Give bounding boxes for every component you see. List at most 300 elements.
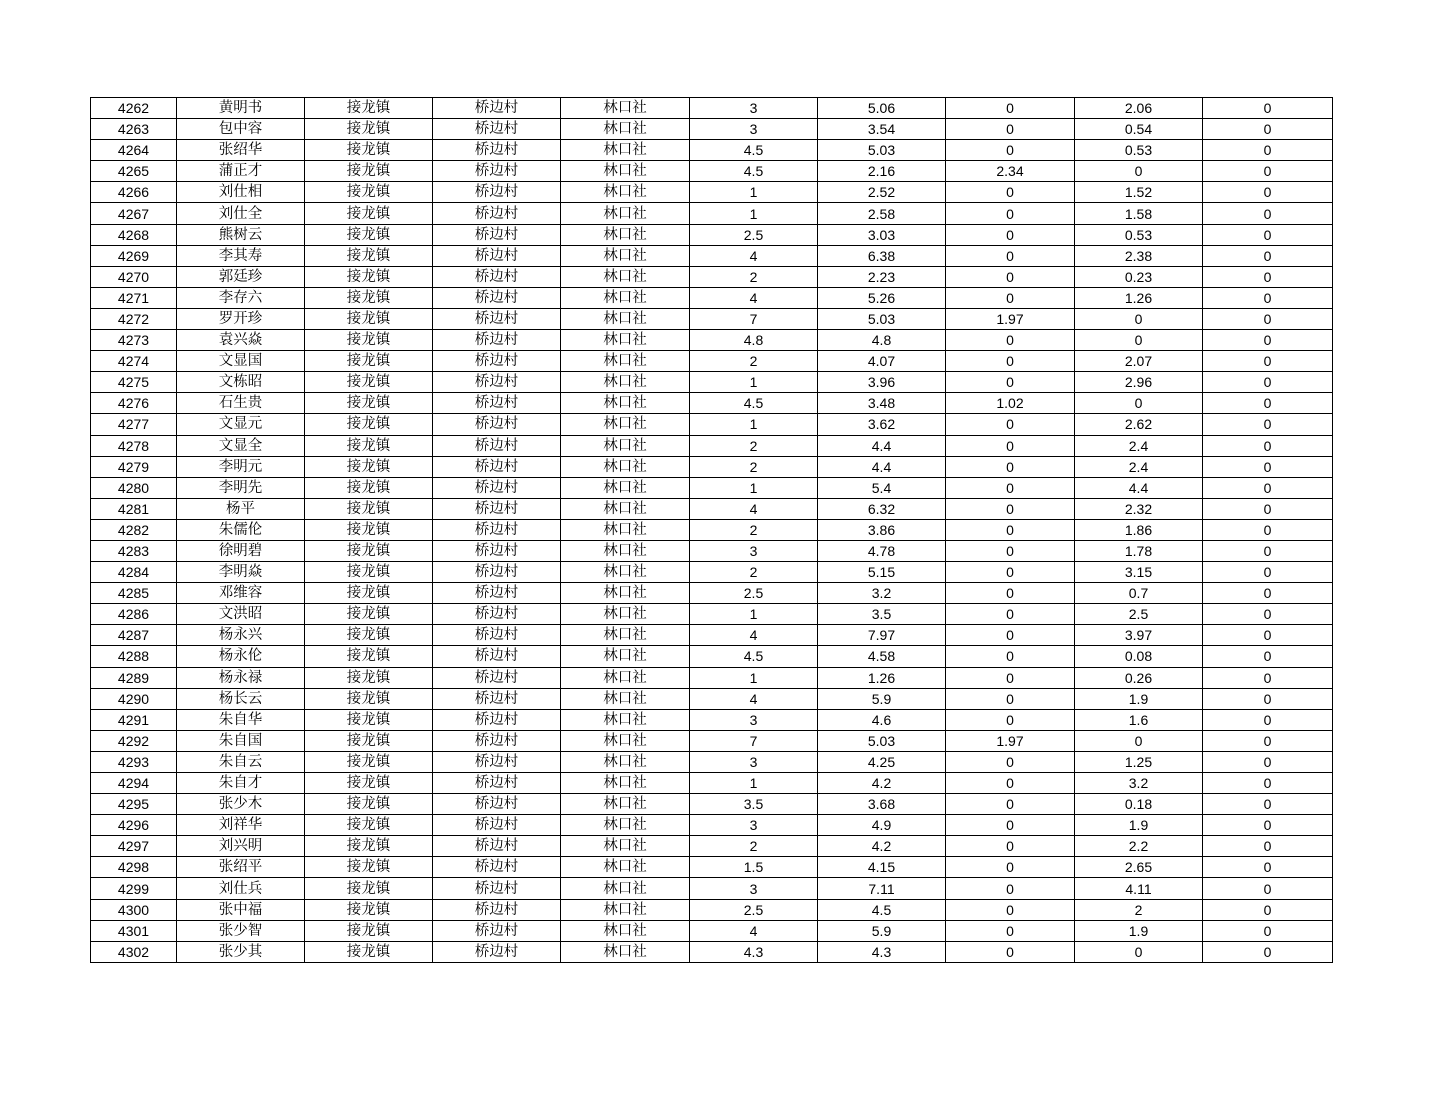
value-col-8-cell: 0 — [946, 456, 1075, 477]
name-cell: 杨永伦 — [177, 646, 305, 667]
town-cell: 接龙镇 — [305, 773, 433, 794]
name-cell: 杨永兴 — [177, 625, 305, 646]
value-col-8-cell: 0 — [946, 119, 1075, 140]
value-col-10-cell: 0 — [1203, 899, 1333, 920]
table-row — [91, 583, 1333, 604]
value-col-7-cell: 3.03 — [818, 224, 946, 245]
table-row — [91, 519, 1333, 540]
village-cell: 桥边村 — [433, 498, 561, 519]
value-col-10-cell: 0 — [1203, 920, 1333, 941]
group-cell: 林口社 — [561, 604, 690, 625]
value-col-9-cell: 0.53 — [1075, 224, 1203, 245]
value-col-9-cell: 2.38 — [1075, 245, 1203, 266]
table-row — [91, 815, 1333, 836]
village-cell: 桥边村 — [433, 794, 561, 815]
value-col-8-cell: 0 — [946, 98, 1075, 119]
town-cell: 接龙镇 — [305, 161, 433, 182]
table-row — [91, 140, 1333, 161]
table-row — [91, 688, 1333, 709]
town-cell: 接龙镇 — [305, 182, 433, 203]
row-number-cell: 4302 — [91, 941, 177, 962]
village-cell: 桥边村 — [433, 815, 561, 836]
name-cell: 刘祥华 — [177, 815, 305, 836]
group-cell: 林口社 — [561, 920, 690, 941]
value-col-10-cell: 0 — [1203, 182, 1333, 203]
value-col-6-cell: 4.5 — [690, 161, 818, 182]
value-col-7-cell: 7.97 — [818, 625, 946, 646]
value-col-9-cell: 2.65 — [1075, 857, 1203, 878]
group-cell: 林口社 — [561, 815, 690, 836]
town-cell: 接龙镇 — [305, 330, 433, 351]
value-col-7-cell: 2.58 — [818, 203, 946, 224]
value-col-6-cell: 2 — [690, 266, 818, 287]
value-col-9-cell: 1.78 — [1075, 540, 1203, 561]
name-cell: 张绍华 — [177, 140, 305, 161]
town-cell: 接龙镇 — [305, 709, 433, 730]
town-cell: 接龙镇 — [305, 815, 433, 836]
value-col-9-cell: 0.26 — [1075, 667, 1203, 688]
value-col-9-cell: 3.2 — [1075, 773, 1203, 794]
table-row — [91, 224, 1333, 245]
value-col-7-cell: 5.15 — [818, 562, 946, 583]
value-col-7-cell: 5.9 — [818, 920, 946, 941]
row-number-cell: 4270 — [91, 266, 177, 287]
name-cell: 李明先 — [177, 477, 305, 498]
name-cell: 文栋昭 — [177, 372, 305, 393]
value-col-9-cell: 2.5 — [1075, 604, 1203, 625]
name-cell: 熊树云 — [177, 224, 305, 245]
value-col-7-cell: 6.32 — [818, 498, 946, 519]
value-col-7-cell: 4.3 — [818, 941, 946, 962]
table-row — [91, 498, 1333, 519]
value-col-7-cell: 2.23 — [818, 266, 946, 287]
value-col-10-cell: 0 — [1203, 224, 1333, 245]
value-col-9-cell: 0 — [1075, 161, 1203, 182]
village-cell: 桥边村 — [433, 646, 561, 667]
value-col-10-cell: 0 — [1203, 625, 1333, 646]
value-col-8-cell: 0 — [946, 330, 1075, 351]
name-cell: 朱自华 — [177, 709, 305, 730]
value-col-6-cell: 4.3 — [690, 941, 818, 962]
value-col-8-cell: 1.97 — [946, 730, 1075, 751]
value-col-6-cell: 4 — [690, 245, 818, 266]
row-number-cell: 4283 — [91, 540, 177, 561]
name-cell: 朱自云 — [177, 751, 305, 772]
value-col-10-cell: 0 — [1203, 351, 1333, 372]
town-cell: 接龙镇 — [305, 266, 433, 287]
value-col-10-cell: 0 — [1203, 540, 1333, 561]
value-col-9-cell: 0 — [1075, 308, 1203, 329]
value-col-7-cell: 4.4 — [818, 456, 946, 477]
value-col-7-cell: 3.2 — [818, 583, 946, 604]
value-col-6-cell: 2 — [690, 519, 818, 540]
name-cell: 杨长云 — [177, 688, 305, 709]
town-cell: 接龙镇 — [305, 203, 433, 224]
value-col-9-cell: 2.2 — [1075, 836, 1203, 857]
value-col-8-cell: 0 — [946, 899, 1075, 920]
town-cell: 接龙镇 — [305, 498, 433, 519]
value-col-9-cell: 2.4 — [1075, 435, 1203, 456]
table-row — [91, 351, 1333, 372]
row-number-cell: 4277 — [91, 414, 177, 435]
value-col-6-cell: 2.5 — [690, 899, 818, 920]
row-number-cell: 4269 — [91, 245, 177, 266]
value-col-8-cell: 0 — [946, 351, 1075, 372]
value-col-7-cell: 1.26 — [818, 667, 946, 688]
value-col-9-cell: 2.4 — [1075, 456, 1203, 477]
group-cell: 林口社 — [561, 878, 690, 899]
value-col-8-cell: 0 — [946, 435, 1075, 456]
group-cell: 林口社 — [561, 730, 690, 751]
row-number-cell: 4292 — [91, 730, 177, 751]
town-cell: 接龙镇 — [305, 751, 433, 772]
village-cell: 桥边村 — [433, 203, 561, 224]
value-col-8-cell: 0 — [946, 646, 1075, 667]
village-cell: 桥边村 — [433, 857, 561, 878]
value-col-8-cell: 0 — [946, 540, 1075, 561]
row-number-cell: 4291 — [91, 709, 177, 730]
table-row — [91, 646, 1333, 667]
value-col-9-cell: 1.52 — [1075, 182, 1203, 203]
name-cell: 张少智 — [177, 920, 305, 941]
value-col-6-cell: 4.5 — [690, 646, 818, 667]
value-col-9-cell: 0.7 — [1075, 583, 1203, 604]
value-col-9-cell: 1.9 — [1075, 688, 1203, 709]
town-cell: 接龙镇 — [305, 245, 433, 266]
value-col-8-cell: 0 — [946, 182, 1075, 203]
table-row — [91, 372, 1333, 393]
table-row — [91, 245, 1333, 266]
group-cell: 林口社 — [561, 287, 690, 308]
table-row — [91, 920, 1333, 941]
name-cell: 包中容 — [177, 119, 305, 140]
data-table — [90, 97, 1333, 963]
row-number-cell: 4289 — [91, 667, 177, 688]
group-cell: 林口社 — [561, 372, 690, 393]
group-cell: 林口社 — [561, 794, 690, 815]
village-cell: 桥边村 — [433, 287, 561, 308]
value-col-6-cell: 1 — [690, 414, 818, 435]
value-col-10-cell: 0 — [1203, 287, 1333, 308]
value-col-7-cell: 4.2 — [818, 773, 946, 794]
value-col-9-cell: 1.9 — [1075, 920, 1203, 941]
value-col-10-cell: 0 — [1203, 308, 1333, 329]
value-col-9-cell: 0.23 — [1075, 266, 1203, 287]
value-col-10-cell: 0 — [1203, 519, 1333, 540]
table-body — [91, 98, 1333, 963]
table-row — [91, 98, 1333, 119]
town-cell: 接龙镇 — [305, 414, 433, 435]
value-col-8-cell: 0 — [946, 224, 1075, 245]
value-col-10-cell: 0 — [1203, 709, 1333, 730]
value-col-8-cell: 0 — [946, 625, 1075, 646]
value-col-7-cell: 3.62 — [818, 414, 946, 435]
value-col-6-cell: 4 — [690, 625, 818, 646]
table-row — [91, 625, 1333, 646]
row-number-cell: 4298 — [91, 857, 177, 878]
value-col-9-cell: 2.06 — [1075, 98, 1203, 119]
group-cell: 林口社 — [561, 414, 690, 435]
value-col-10-cell: 0 — [1203, 435, 1333, 456]
name-cell: 徐明碧 — [177, 540, 305, 561]
group-cell: 林口社 — [561, 667, 690, 688]
value-col-10-cell: 0 — [1203, 562, 1333, 583]
group-cell: 林口社 — [561, 519, 690, 540]
row-number-cell: 4273 — [91, 330, 177, 351]
value-col-7-cell: 5.9 — [818, 688, 946, 709]
value-col-7-cell: 5.4 — [818, 477, 946, 498]
value-col-6-cell: 7 — [690, 308, 818, 329]
value-col-6-cell: 3 — [690, 119, 818, 140]
value-col-8-cell: 0 — [946, 688, 1075, 709]
value-col-7-cell: 2.52 — [818, 182, 946, 203]
value-col-9-cell: 2.32 — [1075, 498, 1203, 519]
value-col-8-cell: 0 — [946, 709, 1075, 730]
value-col-9-cell: 0 — [1075, 941, 1203, 962]
value-col-9-cell: 2.07 — [1075, 351, 1203, 372]
table-row — [91, 266, 1333, 287]
group-cell: 林口社 — [561, 161, 690, 182]
town-cell: 接龙镇 — [305, 435, 433, 456]
value-col-7-cell: 5.03 — [818, 140, 946, 161]
value-col-8-cell: 0 — [946, 477, 1075, 498]
value-col-10-cell: 0 — [1203, 245, 1333, 266]
table-row — [91, 182, 1333, 203]
value-col-10-cell: 0 — [1203, 667, 1333, 688]
village-cell: 桥边村 — [433, 562, 561, 583]
value-col-10-cell: 0 — [1203, 119, 1333, 140]
row-number-cell: 4281 — [91, 498, 177, 519]
value-col-9-cell: 2.62 — [1075, 414, 1203, 435]
village-cell: 桥边村 — [433, 98, 561, 119]
value-col-9-cell: 3.97 — [1075, 625, 1203, 646]
value-col-8-cell: 0 — [946, 583, 1075, 604]
group-cell: 林口社 — [561, 646, 690, 667]
row-number-cell: 4265 — [91, 161, 177, 182]
value-col-7-cell: 4.9 — [818, 815, 946, 836]
name-cell: 蒲正才 — [177, 161, 305, 182]
village-cell: 桥边村 — [433, 161, 561, 182]
group-cell: 林口社 — [561, 140, 690, 161]
value-col-9-cell: 0 — [1075, 730, 1203, 751]
row-number-cell: 4287 — [91, 625, 177, 646]
village-cell: 桥边村 — [433, 414, 561, 435]
value-col-6-cell: 2 — [690, 435, 818, 456]
village-cell: 桥边村 — [433, 308, 561, 329]
row-number-cell: 4264 — [91, 140, 177, 161]
village-cell: 桥边村 — [433, 519, 561, 540]
value-col-6-cell: 2.5 — [690, 224, 818, 245]
value-col-6-cell: 3.5 — [690, 794, 818, 815]
village-cell: 桥边村 — [433, 140, 561, 161]
town-cell: 接龙镇 — [305, 519, 433, 540]
value-col-7-cell: 3.48 — [818, 393, 946, 414]
row-number-cell: 4280 — [91, 477, 177, 498]
value-col-10-cell: 0 — [1203, 815, 1333, 836]
name-cell: 文显元 — [177, 414, 305, 435]
row-number-cell: 4300 — [91, 899, 177, 920]
name-cell: 刘仕全 — [177, 203, 305, 224]
value-col-6-cell: 3 — [690, 709, 818, 730]
row-number-cell: 4290 — [91, 688, 177, 709]
table-row — [91, 857, 1333, 878]
town-cell: 接龙镇 — [305, 646, 433, 667]
town-cell: 接龙镇 — [305, 98, 433, 119]
group-cell: 林口社 — [561, 899, 690, 920]
value-col-8-cell: 0 — [946, 562, 1075, 583]
village-cell: 桥边村 — [433, 836, 561, 857]
value-col-8-cell: 0 — [946, 941, 1075, 962]
group-cell: 林口社 — [561, 393, 690, 414]
name-cell: 朱自国 — [177, 730, 305, 751]
value-col-8-cell: 0 — [946, 287, 1075, 308]
value-col-6-cell: 4.5 — [690, 140, 818, 161]
row-number-cell: 4268 — [91, 224, 177, 245]
name-cell: 文洪昭 — [177, 604, 305, 625]
value-col-10-cell: 0 — [1203, 773, 1333, 794]
value-col-7-cell: 4.78 — [818, 540, 946, 561]
group-cell: 林口社 — [561, 583, 690, 604]
value-col-8-cell: 0 — [946, 372, 1075, 393]
name-cell: 朱自才 — [177, 773, 305, 794]
group-cell: 林口社 — [561, 119, 690, 140]
value-col-7-cell: 4.58 — [818, 646, 946, 667]
town-cell: 接龙镇 — [305, 899, 433, 920]
value-col-8-cell: 0 — [946, 604, 1075, 625]
town-cell: 接龙镇 — [305, 562, 433, 583]
value-col-7-cell: 5.03 — [818, 308, 946, 329]
value-col-6-cell: 1 — [690, 372, 818, 393]
value-col-8-cell: 0 — [946, 794, 1075, 815]
value-col-10-cell: 0 — [1203, 878, 1333, 899]
value-col-7-cell: 5.03 — [818, 730, 946, 751]
value-col-6-cell: 4.8 — [690, 330, 818, 351]
value-col-10-cell: 0 — [1203, 140, 1333, 161]
value-col-6-cell: 7 — [690, 730, 818, 751]
value-col-7-cell: 4.6 — [818, 709, 946, 730]
town-cell: 接龙镇 — [305, 224, 433, 245]
value-col-10-cell: 0 — [1203, 456, 1333, 477]
table-row — [91, 393, 1333, 414]
village-cell: 桥边村 — [433, 899, 561, 920]
town-cell: 接龙镇 — [305, 604, 433, 625]
value-col-6-cell: 4 — [690, 498, 818, 519]
table-row — [91, 203, 1333, 224]
value-col-7-cell: 4.07 — [818, 351, 946, 372]
name-cell: 石生贵 — [177, 393, 305, 414]
value-col-8-cell: 0 — [946, 245, 1075, 266]
village-cell: 桥边村 — [433, 266, 561, 287]
table-row — [91, 773, 1333, 794]
row-number-cell: 4262 — [91, 98, 177, 119]
table-row — [91, 751, 1333, 772]
table-row — [91, 414, 1333, 435]
table-row — [91, 604, 1333, 625]
value-col-7-cell: 5.06 — [818, 98, 946, 119]
town-cell: 接龙镇 — [305, 730, 433, 751]
row-number-cell: 4301 — [91, 920, 177, 941]
town-cell: 接龙镇 — [305, 351, 433, 372]
group-cell: 林口社 — [561, 857, 690, 878]
town-cell: 接龙镇 — [305, 477, 433, 498]
value-col-10-cell: 0 — [1203, 477, 1333, 498]
name-cell: 杨永禄 — [177, 667, 305, 688]
group-cell: 林口社 — [561, 498, 690, 519]
row-number-cell: 4299 — [91, 878, 177, 899]
town-cell: 接龙镇 — [305, 140, 433, 161]
name-cell: 李明元 — [177, 456, 305, 477]
value-col-6-cell: 1 — [690, 667, 818, 688]
value-col-9-cell: 3.15 — [1075, 562, 1203, 583]
village-cell: 桥边村 — [433, 709, 561, 730]
table-row — [91, 941, 1333, 962]
town-cell: 接龙镇 — [305, 857, 433, 878]
row-number-cell: 4263 — [91, 119, 177, 140]
value-col-8-cell: 0 — [946, 667, 1075, 688]
row-number-cell: 4288 — [91, 646, 177, 667]
village-cell: 桥边村 — [433, 435, 561, 456]
value-col-10-cell: 0 — [1203, 751, 1333, 772]
group-cell: 林口社 — [561, 308, 690, 329]
table-row — [91, 330, 1333, 351]
value-col-10-cell: 0 — [1203, 730, 1333, 751]
group-cell: 林口社 — [561, 203, 690, 224]
value-col-7-cell: 5.26 — [818, 287, 946, 308]
value-col-9-cell: 0.18 — [1075, 794, 1203, 815]
group-cell: 林口社 — [561, 435, 690, 456]
value-col-6-cell: 2.5 — [690, 583, 818, 604]
value-col-8-cell: 0 — [946, 266, 1075, 287]
table-row — [91, 667, 1333, 688]
table-row — [91, 836, 1333, 857]
town-cell: 接龙镇 — [305, 625, 433, 646]
group-cell: 林口社 — [561, 709, 690, 730]
value-col-7-cell: 4.25 — [818, 751, 946, 772]
value-col-7-cell: 4.5 — [818, 899, 946, 920]
value-col-6-cell: 3 — [690, 878, 818, 899]
value-col-7-cell: 7.11 — [818, 878, 946, 899]
row-number-cell: 4271 — [91, 287, 177, 308]
group-cell: 林口社 — [561, 941, 690, 962]
value-col-8-cell: 0 — [946, 878, 1075, 899]
value-col-6-cell: 1 — [690, 203, 818, 224]
value-col-10-cell: 0 — [1203, 161, 1333, 182]
village-cell: 桥边村 — [433, 477, 561, 498]
value-col-9-cell: 1.6 — [1075, 709, 1203, 730]
value-col-8-cell: 0 — [946, 773, 1075, 794]
village-cell: 桥边村 — [433, 224, 561, 245]
village-cell: 桥边村 — [433, 920, 561, 941]
village-cell: 桥边村 — [433, 773, 561, 794]
town-cell: 接龙镇 — [305, 308, 433, 329]
village-cell: 桥边村 — [433, 540, 561, 561]
group-cell: 林口社 — [561, 836, 690, 857]
table-row — [91, 161, 1333, 182]
value-col-8-cell: 0 — [946, 414, 1075, 435]
row-number-cell: 4275 — [91, 372, 177, 393]
village-cell: 桥边村 — [433, 941, 561, 962]
value-col-7-cell: 3.54 — [818, 119, 946, 140]
table-row — [91, 562, 1333, 583]
table-row — [91, 730, 1333, 751]
value-col-6-cell: 4 — [690, 287, 818, 308]
value-col-6-cell: 4.5 — [690, 393, 818, 414]
value-col-8-cell: 0 — [946, 815, 1075, 836]
value-col-7-cell: 3.96 — [818, 372, 946, 393]
town-cell: 接龙镇 — [305, 920, 433, 941]
value-col-7-cell: 3.86 — [818, 519, 946, 540]
row-number-cell: 4282 — [91, 519, 177, 540]
